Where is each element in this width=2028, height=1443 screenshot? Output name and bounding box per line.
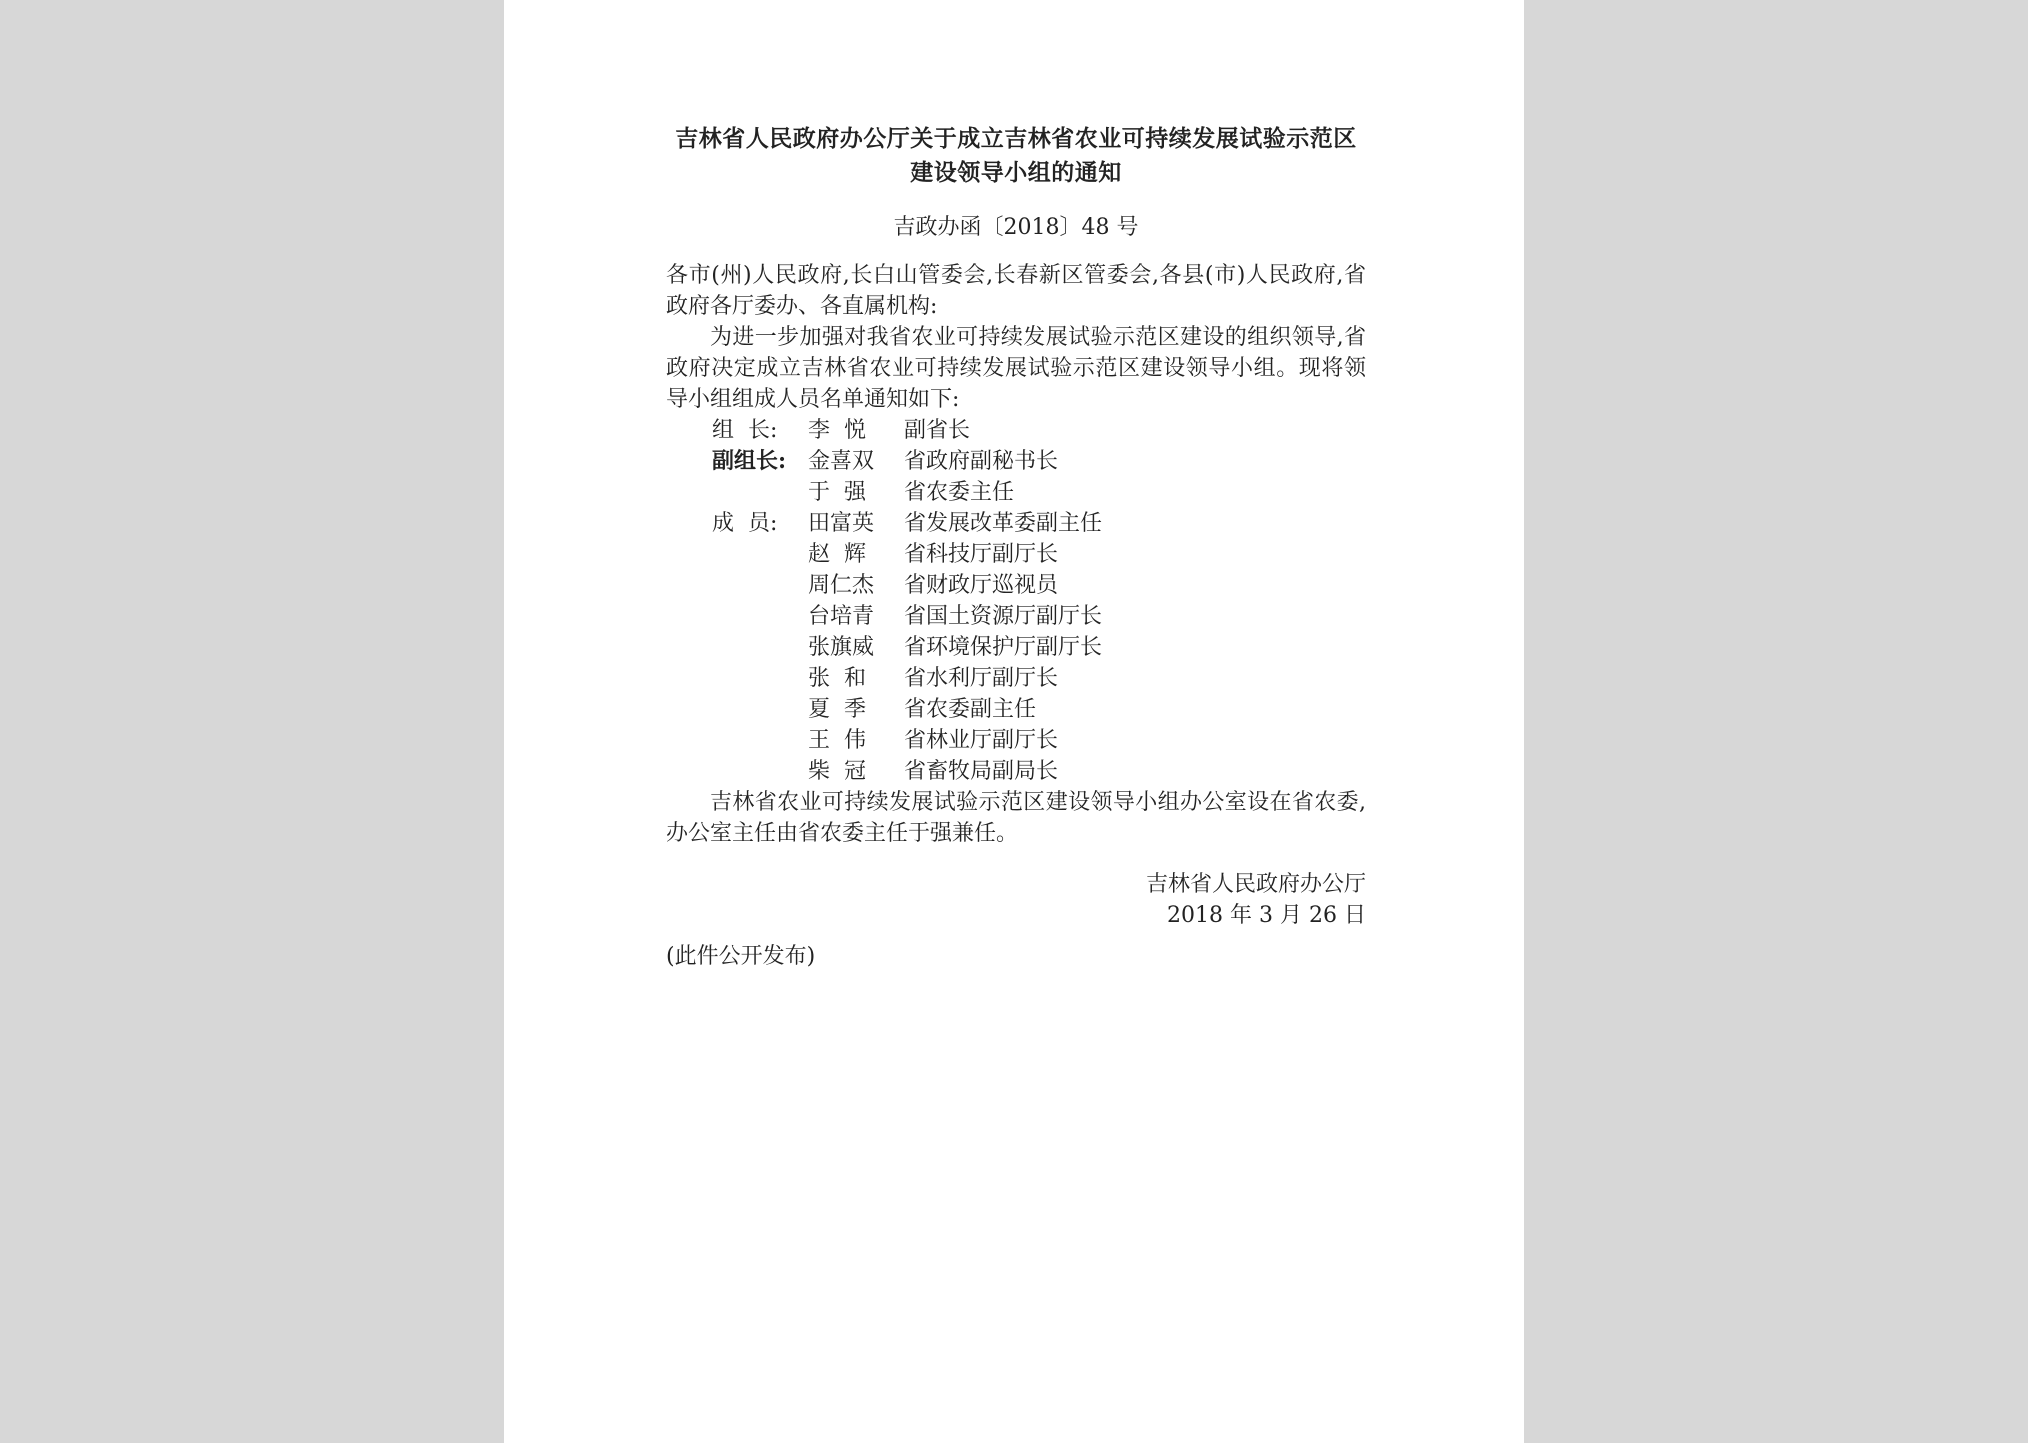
roster-title: 省水利厅副厅长	[904, 666, 1059, 691]
roster-title: 省政府副秘书长	[904, 449, 1059, 474]
roster-row	[666, 632, 1366, 663]
roster-row	[666, 570, 1366, 601]
roster-role	[712, 570, 808, 601]
signature-org: 吉林省人民政府办公厅	[1145, 872, 1366, 897]
roster-name: 张旗威	[808, 635, 875, 660]
document-body	[666, 122, 1366, 972]
roster-row	[666, 756, 1366, 787]
roster-name: 张 和	[808, 666, 866, 691]
roster-row	[666, 694, 1366, 725]
roster-row	[666, 663, 1366, 694]
title-line-1: 吉林省人民政府办公厅关于成立吉林省农业可持续发展试验示范区	[675, 125, 1357, 152]
roster-title: 副省长	[904, 418, 971, 443]
salutation: 各市(州)人民政府,长白山管委会,长春新区管委会,各县(市)人民政府,省政府各厅委办、各直属机构:	[666, 263, 1366, 319]
roster-role	[712, 663, 808, 694]
roster-role	[712, 601, 808, 632]
roster-name: 李 悦	[808, 418, 866, 443]
roster-row	[666, 539, 1366, 570]
roster-role: 成 员:	[712, 511, 778, 536]
roster-row	[666, 415, 1366, 446]
roster-role	[712, 694, 808, 725]
roster-title: 省农委副主任	[904, 697, 1037, 722]
roster-row	[666, 477, 1366, 508]
title-line-2: 建设领导小组的通知	[910, 159, 1122, 186]
roster-name: 田富英	[808, 511, 875, 536]
roster-title: 省国土资源厅副厅长	[904, 604, 1103, 629]
signature-block	[666, 869, 1366, 931]
roster-role	[712, 756, 808, 787]
roster-name: 柴 冠	[808, 759, 866, 784]
roster-role: 副组长:	[712, 448, 787, 474]
roster-role	[712, 539, 808, 570]
document-title	[666, 122, 1366, 190]
roster-title: 省科技厅副厅长	[904, 542, 1059, 567]
document-number: 吉政办函〔2018〕48 号	[893, 215, 1139, 240]
roster-role	[712, 725, 808, 756]
roster-row	[666, 601, 1366, 632]
roster-name: 赵 辉	[808, 542, 866, 567]
roster-name: 夏 季	[808, 697, 866, 722]
roster-name: 于 强	[808, 480, 866, 505]
document-page	[504, 0, 1524, 1443]
roster-name: 王 伟	[808, 728, 866, 753]
member-roster	[666, 415, 1366, 787]
roster-title: 省环境保护厅副厅长	[904, 635, 1103, 660]
closing-paragraph: 吉林省农业可持续发展试验示范区建设领导小组办公室设在省农委,办公室主任由省农委主任于强兼任。	[666, 790, 1366, 846]
roster-title: 省农委主任	[904, 480, 1015, 505]
roster-name: 周仁杰	[808, 573, 875, 598]
body-paragraph: 为进一步加强对我省农业可持续发展试验示范区建设的组织领导,省政府决定成立吉林省农业可持续发展试验示范区建设领导小组。现将领导小组组成人员名单通知如下:	[666, 325, 1366, 412]
roster-role	[712, 477, 808, 508]
roster-row	[666, 446, 1366, 477]
roster-title: 省畜牧局副局长	[904, 759, 1059, 784]
roster-row	[666, 508, 1366, 539]
publication-note: (此件公开发布)	[666, 944, 816, 969]
roster-title: 省财政厅巡视员	[904, 573, 1059, 598]
roster-role	[712, 632, 808, 663]
roster-name: 金喜双	[808, 449, 875, 474]
roster-name: 台培青	[808, 604, 875, 629]
roster-row	[666, 725, 1366, 756]
signature-date: 2018 年 3 月 26 日	[1167, 903, 1366, 928]
roster-title: 省林业厅副厅长	[904, 728, 1059, 753]
roster-role: 组 长:	[712, 418, 778, 443]
roster-title: 省发展改革委副主任	[904, 511, 1103, 536]
